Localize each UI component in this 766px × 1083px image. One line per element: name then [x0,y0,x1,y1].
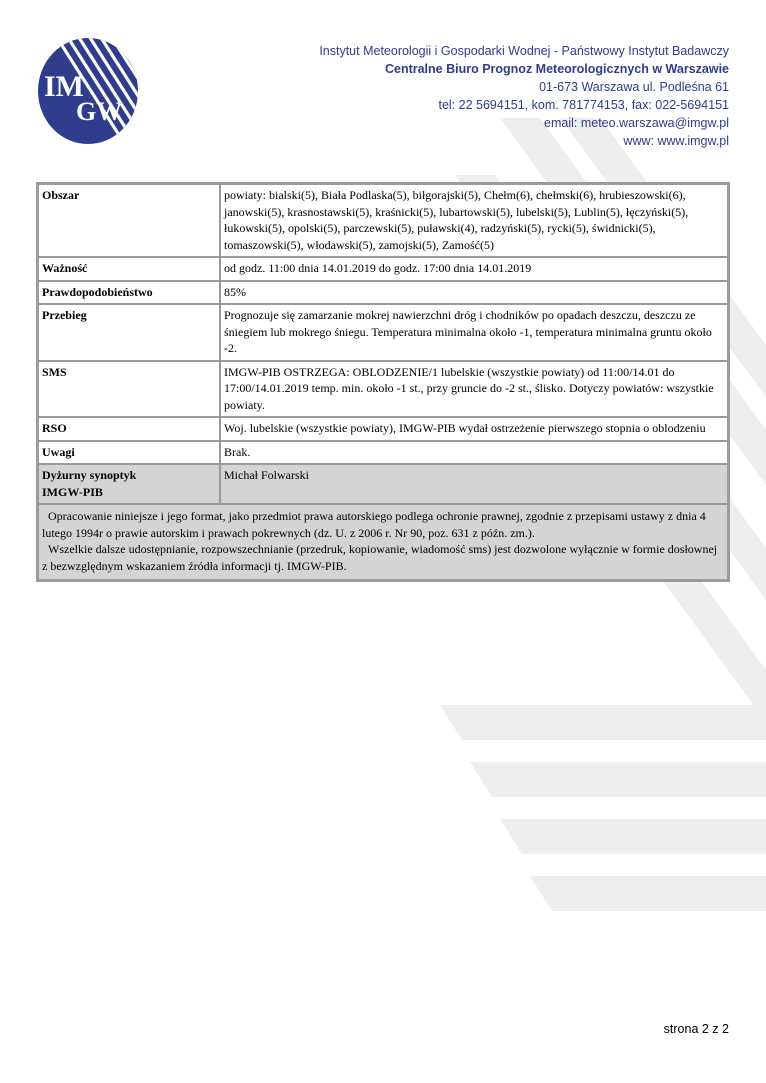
email[interactable]: email: meteo.warszawa@imgw.pl [544,116,729,130]
row-value: Prognozuje się zamarzanie mokrej nawierzchni dróg i chodników po opadach deszczu, deszczu ze śniegiem lub mokrego śniegu. Temperatura minimalna około -1, temperatura minimalna gruntu około -2. [220,304,728,361]
row-label: Przebieg [38,304,220,361]
website[interactable]: www: www.imgw.pl [623,134,729,148]
table-row [38,281,728,305]
duty-label-line2: IMGW-PIB [42,484,103,499]
copyright-row [38,504,728,580]
page-number: strona 2 z 2 [663,1022,729,1036]
institute-header [209,42,729,150]
copyright-note [38,504,728,580]
phone: tel: 22 5694151, kom. 781774153, fax: 022-5694151 [438,98,729,112]
logo-text-bottom: GW [76,97,123,126]
duty-row [38,464,728,504]
row-label: Uwagi [38,441,220,465]
copyright-text-2: Wszelkie dalsze udostępnianie, rozpowszechnianie (przedruk, kopiowanie, wiadomość sms) jest dozwolone wyłącznie w formie dosłownej z bezwzględnym wskazaniem źródła informacji tj. IMGW-PIB. [42,542,718,573]
bureau-name: Centralne Biuro Prognoz Meteorologicznych w Warszawie [384,62,729,76]
logo-text-top: IM [44,70,84,103]
duty-forecaster: Michał Folwarski [220,464,728,504]
table-row [38,361,728,418]
row-value: powiaty: bialski(5), Biała Podlaska(5), biłgorajski(5), Chełm(6), chełmski(6), hrubieszowski(6), janowski(5), krasnostawski(5), kraśnicki(5), lubartowski(5), lubelski(5), Lublin(5), łęczyński(5), łukowski(5), opolski(5), parczewski(5), puławski(4), radzyński(5), rycki(5), świdnicki(5), tomaszowski(5), włodawski(5), zamojski(5), Zamość(5) [220,184,728,257]
table-row [38,441,728,465]
row-label: Ważność [38,257,220,281]
duty-label-line1: Dyżurny synoptyk [42,468,137,482]
institute-name: Instytut Meteorologii i Gospodarki Wodnej - Państwowy Instytut Badawczy [319,44,729,58]
row-label: RSO [38,417,220,441]
table-row [38,304,728,361]
row-value: Brak. [220,441,728,465]
duty-label [38,464,220,504]
row-value: Woj. lubelskie (wszystkie powiaty), IMGW-PIB wydał ostrzeżenie pierwszego stopnia o oblodzeniu [220,417,728,441]
table-row [38,184,728,257]
copyright-text-1: Opracowanie niniejsze i jego format, jako przedmiot prawa autorskiego podlega ochronie prawnej, zgodnie z przepisami ustawy z dnia 4 lutego 1994r o prawie autorskim i prawach pokrewnych (dz. U. z 2006 r. Nr 90, poz. 631 z późn. zm.). [42,509,706,540]
table-row [38,257,728,281]
row-value: IMGW-PIB OSTRZEGA: OBLODZENIE/1 lubelskie (wszystkie powiaty) od 11:00/14.01 do 17:00/14.01.2019 temp. min. około -1 st., przy gruncie do -2 st., ślisko. Dotyczy powiatów: wszystkie powiaty. [220,361,728,418]
row-value: od godz. 11:00 dnia 14.01.2019 do godz. 17:00 dnia 14.01.2019 [220,257,728,281]
row-label: Prawdopodobieństwo [38,281,220,305]
row-label: SMS [38,361,220,418]
row-label: Obszar [38,184,220,257]
table-row [38,417,728,441]
imgw-logo [36,36,140,146]
row-value: 85% [220,281,728,305]
address: 01-673 Warszawa ul. Podleśna 61 [539,80,729,94]
warning-table [36,182,730,582]
